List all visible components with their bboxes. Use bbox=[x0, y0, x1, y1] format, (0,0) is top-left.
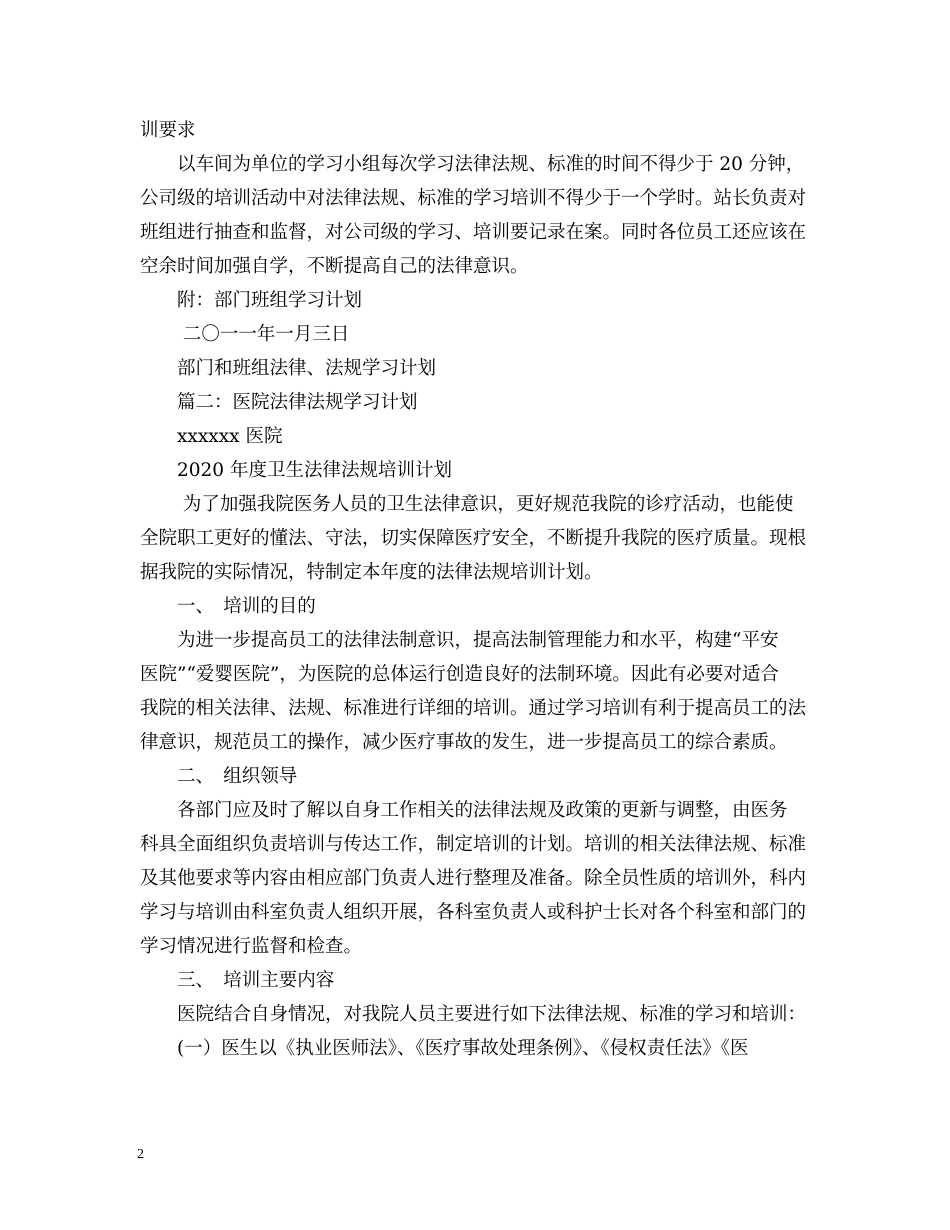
text-line: 医院”“爱婴医院”，为医院的总体运行创造良好的法制环境。因此有必要对适合 bbox=[140, 664, 779, 685]
section-heading: 二、 组织领导 bbox=[140, 766, 298, 787]
text-line: 部门和班组法律、法规学习计划 bbox=[140, 358, 437, 379]
text-line: 训要求 bbox=[140, 120, 196, 141]
text-line: 为了加强我院医务人员的卫生法律意识，更好规范我院的诊疗活动，也能使 bbox=[140, 494, 794, 515]
text-line: 学习情况进行监督和检查。 bbox=[140, 936, 363, 957]
page-number: 2 bbox=[137, 1147, 144, 1162]
text-line: 二〇一一年一月三日 bbox=[140, 324, 350, 345]
text-line: xxxxxx 医院 bbox=[140, 426, 283, 447]
text-line: 附：部门班组学习计划 bbox=[140, 290, 363, 311]
text-line: 学习与培训由科室负责人组织开展，各科室负责人或科护士长对各个科室和部门的 bbox=[140, 902, 807, 923]
text-line: 为进一步提高员工的法律法制意识，提高法制管理能力和水平，构建“平安 bbox=[140, 630, 779, 651]
text-line: 空余时间加强自学，不断提高自己的法律意识。 bbox=[140, 256, 529, 277]
text-line: 公司级的培训活动中对法律法规、标准的学习培训不得少于一个学时。站长负责对 bbox=[140, 188, 807, 209]
section-heading: 一、 培训的目的 bbox=[140, 596, 316, 617]
section-heading: 篇二：医院法律法规学习计划 bbox=[140, 392, 418, 413]
text-line: 据我院的实际情况，特制定本年度的法律法规培训计划。 bbox=[140, 562, 603, 583]
text-line: 及其他要求等内容由相应部门负责人进行整理及准备。除全员性质的培训外，科内 bbox=[140, 868, 807, 889]
text-line: 全院职工更好的懂法、守法，切实保障医疗安全，不断提升我院的医疗质量。现根 bbox=[140, 528, 807, 549]
section-heading: 三、 培训主要内容 bbox=[140, 970, 335, 991]
text-line: 以车间为单位的学习小组每次学习法律法规、标准的时间不得少于 20 分钟， bbox=[140, 154, 805, 175]
text-line: 班组进行抽查和监督，对公司级的学习、培训要记录在案。同时各位员工还应该在 bbox=[140, 222, 807, 243]
text-line: 2020 年度卫生法律法规培训计划 bbox=[140, 460, 452, 481]
text-line: 各部门应及时了解以自身工作相关的法律法规及政策的更新与调整，由医务 bbox=[140, 800, 788, 821]
text-line: (一）医生以《执业医师法》、《医疗事故处理条例》、《侵权责任法》《医 bbox=[140, 1038, 749, 1059]
text-line: 科具全面组织负责培训与传达工作，制定培训的计划。培训的相关法律法规、标准 bbox=[140, 834, 807, 855]
text-line: 律意识，规范员工的操作，减少医疗事故的发生，进一步提高员工的综合素质。 bbox=[140, 732, 788, 753]
text-line: 医院结合自身情况，对我院人员主要进行如下法律法规、标准的学习和培训： bbox=[140, 1004, 807, 1025]
text-line: 我院的相关法律、法规、标准进行详细的培训。通过学习培训有利于提高员工的法 bbox=[140, 698, 807, 719]
